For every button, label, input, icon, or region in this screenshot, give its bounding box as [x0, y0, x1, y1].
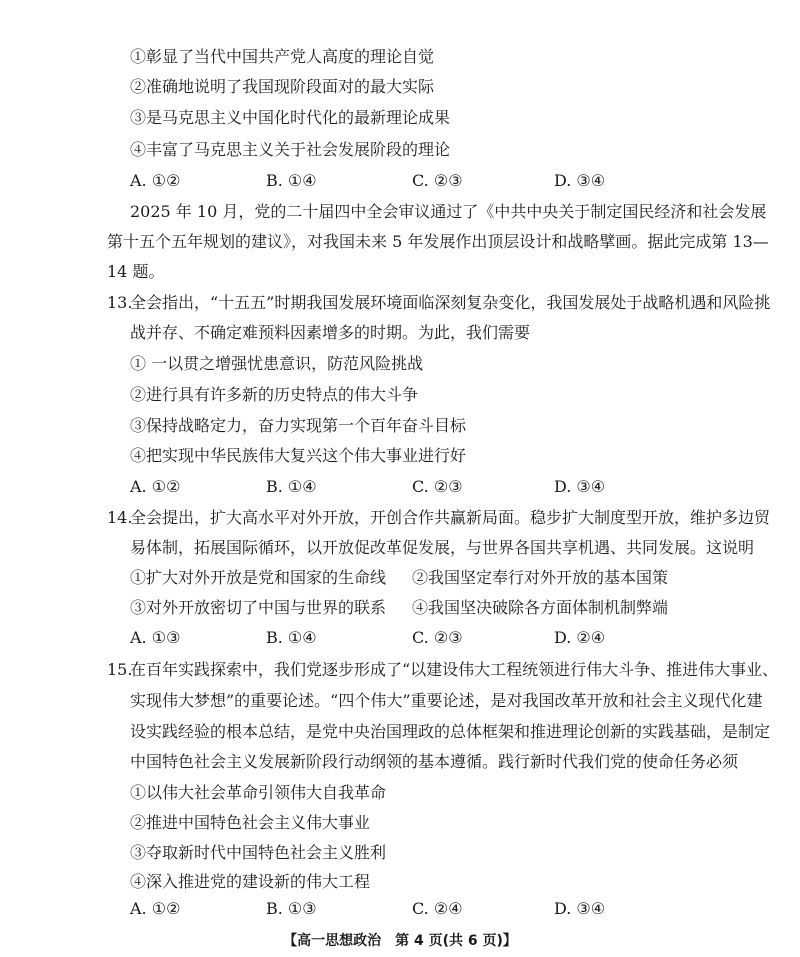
- q14-item-2: ②我国坚定奉行对外开放的基本国策: [412, 568, 669, 587]
- q15-options: [130, 899, 750, 919]
- q13-option-c: C. ②③: [412, 477, 463, 496]
- q14-stem-2: 易体制，拓展国际循环，以开放促改革促发展，与世界各国共享机遇、共同发展。这说明: [130, 538, 755, 557]
- q13-item-1: ① 一以贯之增强忧患意识，防范风险挑战: [130, 354, 424, 373]
- q15-stem-4: 中国特色社会主义发展新阶段行动纲领的基本遵循。践行新时代我们党的使命任务必须: [130, 752, 739, 771]
- q14-number: 14.: [107, 508, 133, 527]
- q14-option-d: D. ②④: [554, 628, 606, 647]
- q13-stem-1: 全会指出，“十五五”时期我国发展环境面临深刻复杂变化，我国发展处于战略机遇和风险挑: [130, 293, 771, 312]
- q14-items-row-1: [130, 568, 750, 588]
- q12-option-d: D. ③④: [554, 171, 606, 190]
- material-line-1: 2025 年 10 月，党的二十届四中全会审议通过了《中共中央关于制定国民经济和社会发展: [130, 202, 767, 221]
- q13-options: [130, 477, 750, 497]
- q13-number: 13.: [107, 293, 133, 312]
- q14-option-c: C. ②③: [412, 628, 463, 647]
- q13-option-d: D. ③④: [554, 477, 606, 496]
- q15-stem-3: 设实践经验的根本总结，是党中央治国理政的总体框架和推进理论创新的实践基础，是制定: [130, 722, 771, 741]
- q15-item-1: ①以伟大社会革命引领伟大自我革命: [130, 783, 387, 802]
- q12-option-a: A. ①②: [130, 171, 181, 190]
- q14-item-3: ③对外开放密切了中国与世界的联系: [130, 598, 387, 617]
- material-line-2: 第十五个五年规划的建议》，对我国未来 5 年发展作出顶层设计和战略擘画。据此完成第 13—: [107, 232, 769, 251]
- page-footer: 【高一思想政治 第 4 页(共 6 页)】: [283, 933, 517, 949]
- q15-option-a: A. ①②: [130, 899, 181, 918]
- q13-item-4: ④把实现中华民族伟大复兴这个伟大事业进行好: [130, 446, 467, 465]
- q13-option-b: B. ①④: [266, 477, 317, 496]
- q13-option-a: A. ①②: [130, 477, 181, 496]
- q14-stem-1: 全会提出，扩大高水平对外开放，开创合作共赢新局面。稳步扩大制度型开放，维护多边贸: [130, 508, 771, 527]
- q15-item-3: ③夺取新时代中国特色社会主义胜利: [130, 843, 387, 862]
- q13-stem-2: 战并存、不确定难预料因素增多的时期。为此，我们需要: [130, 323, 531, 342]
- q13-item-3: ③保持战略定力，奋力实现第一个百年奋斗目标: [130, 416, 467, 435]
- q14-item-4: ④我国坚决破除各方面体制机制弊端: [412, 598, 669, 617]
- q12-item-4: ④丰富了马克思主义关于社会发展阶段的理论: [130, 140, 451, 159]
- q15-number: 15.: [107, 660, 133, 679]
- q15-stem-2: 实现伟大梦想”的重要论述。“四个伟大”重要论述，是对我国改革开放和社会主义现代化建: [130, 691, 763, 710]
- q15-item-4: ④深入推进党的建设新的伟大工程: [130, 872, 371, 891]
- q13-item-2: ②进行具有许多新的历史特点的伟大斗争: [130, 385, 419, 404]
- q15-stem-1: 在百年实践探索中，我们党逐步形成了“以建设伟大工程统领进行伟大斗争、推进伟大事业、: [130, 660, 779, 679]
- q12-options: [130, 171, 750, 191]
- q15-option-c: C. ②④: [412, 899, 463, 918]
- q14-items-row-2: [130, 598, 750, 618]
- q12-option-b: B. ①④: [266, 171, 317, 190]
- q14-item-1: ①扩大对外开放是党和国家的生命线: [130, 568, 387, 587]
- q15-option-d: D. ③④: [554, 899, 606, 918]
- material-line-3: 14 题。: [107, 262, 165, 281]
- q14-option-b: B. ①④: [266, 628, 317, 647]
- q12-option-c: C. ②③: [412, 171, 463, 190]
- q14-options: [130, 628, 750, 648]
- q15-item-2: ②推进中国特色社会主义伟大事业: [130, 813, 371, 832]
- q14-option-a: A. ①③: [130, 628, 181, 647]
- q12-item-2: ②准确地说明了我国现阶段面对的最大实际: [130, 77, 435, 96]
- q15-option-b: B. ①③: [266, 899, 317, 918]
- q12-item-1: ①彰显了当代中国共产党人高度的理论自觉: [130, 47, 435, 66]
- q12-item-3: ③是马克思主义中国化时代化的最新理论成果: [130, 108, 451, 127]
